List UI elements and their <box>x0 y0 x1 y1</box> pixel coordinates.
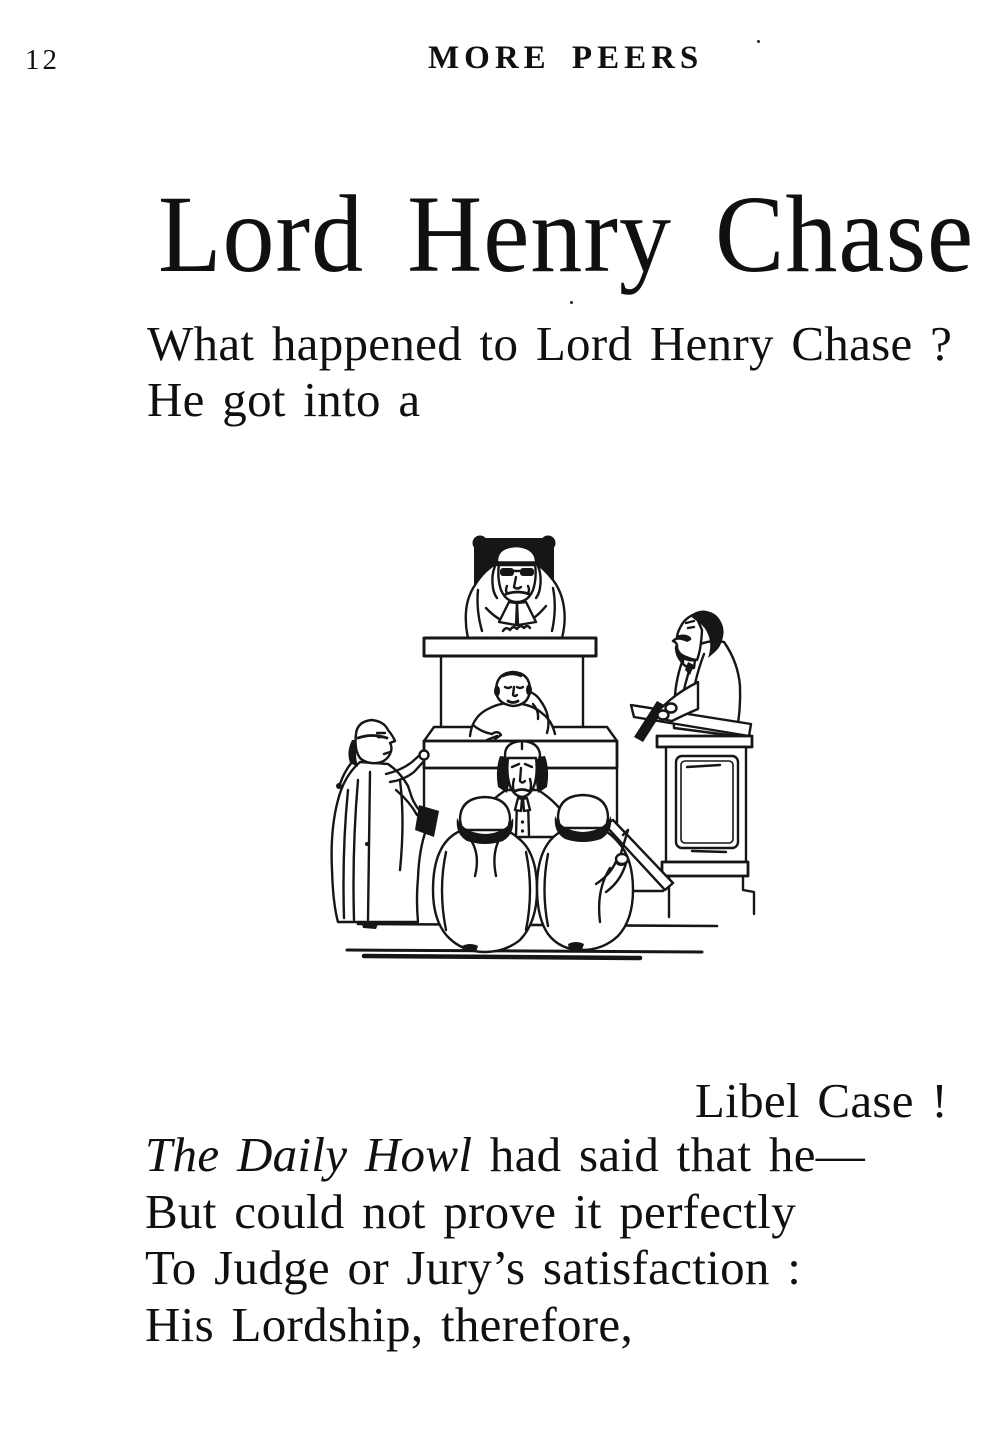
poem-line: But could not prove it perfectly <box>145 1183 797 1239</box>
standing-barrister-figure <box>332 720 439 929</box>
poem-closing-stanza <box>145 1127 865 1353</box>
newspaper-title: The Daily Howl <box>145 1127 473 1182</box>
courtroom-drawing <box>300 490 770 980</box>
poem-opening-stanza <box>147 316 952 428</box>
ink-speck <box>757 40 760 43</box>
poem-line-rest: had said that he— <box>472 1127 866 1182</box>
poem-line: What happened to Lord Henry Chase ? <box>147 316 953 371</box>
poem-line: He got into a <box>147 372 421 427</box>
page-number: 12 <box>25 44 60 76</box>
poem-title: Lord Henry Chase <box>158 173 975 296</box>
poem-line: His Lordship, therefore, <box>145 1296 634 1352</box>
poem-line: To Judge or Jury’s satisfaction : <box>145 1240 802 1295</box>
witness-box <box>631 705 754 917</box>
ground-lines <box>347 924 717 958</box>
running-header: MORE PEERS <box>428 40 704 76</box>
poem-inset-line: Libel Case ! <box>694 1073 948 1128</box>
courtroom-illustration <box>300 490 770 980</box>
clerk-figure <box>470 672 555 740</box>
ink-speck <box>570 301 573 304</box>
poem-line <box>145 1127 865 1184</box>
